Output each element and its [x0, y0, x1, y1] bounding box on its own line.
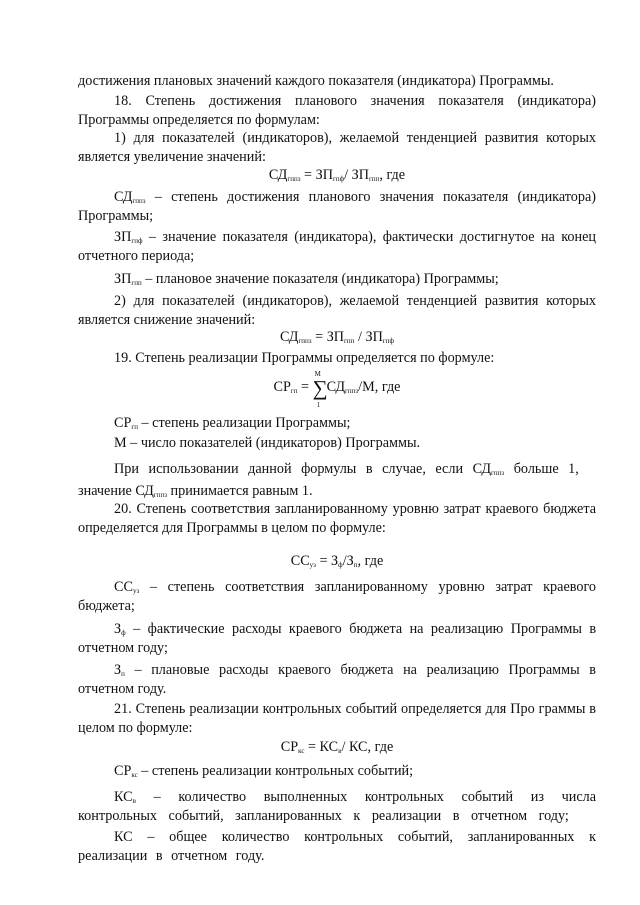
paragraph-21: 21. Степень реализации контрольных событий определяется для Про граммы в целом по формуле: — [78, 701, 596, 736]
definition-ss: $СС_{уз}$ – степень соответствия запланированному уровню затрат краевого бюджета; — [78, 579, 596, 614]
paragraph-19: 19. Степень реализации Программы определяется по формуле: — [114, 350, 495, 366]
paragraph-20: 20. Степень соответствия запланированному уровню затрат краевого бюджета определяется для Программы в целом по формуле: — [78, 501, 596, 536]
definition-zp-plan: $ЗП_{гпп}$ – плановое значение показателя (индикатора) Программы; — [114, 271, 499, 287]
formula-sd-decrease: $СД_{гппз} = ЗП_{гпп} / ЗП_{гпф}$ — [280, 329, 394, 345]
formula-srp: $СР_{гп}$ = М ∑ 1 $СД_{гппз}/М$, где — [273, 370, 401, 409]
paragraph-18-item-1: 1) для показателей (индикаторов), желаемой тенденцией развития которых является увеличение значений: — [78, 130, 596, 165]
definition-m: М – число показателей (индикаторов) Программы. — [114, 435, 421, 451]
formula-srks: $СР_{кс} = КС_в/$ КС, где — [280, 739, 394, 755]
definition-z-plan: $З_п$ – плановые расходы краевого бюджета на реализацию Программы в отчетном году. — [78, 662, 596, 697]
paragraph-18-item-2: 2) для показателей (индикаторов), желаемой тенденцией развития которых является снижение значений: — [78, 293, 596, 328]
definition-z-fact: $З_ф$ – фактические расходы краевого бюджета на реализацию Программы в отчетном году; — [78, 621, 597, 656]
paragraph-18: 18. Степень достижения планового значения показателя (индикатора) Программы определяется по формулам: — [78, 93, 596, 128]
definition-sd: $СД_{гппз}$ – степень достижения планового значения показателя (индикатора) Программы; — [78, 189, 597, 224]
formula-ss: $СС_{уз} = З_ф/З_п$, где — [290, 553, 384, 569]
definition-ks-done: $КС_в$ – количество выполненных контрольных событий из числа контрольных событий, запланированных к реализации в отчетном году; — [78, 789, 597, 824]
paragraph-usage: При использовании данной формулы в случае, если $СД_{гппз}$ больше 1, — [114, 461, 579, 477]
paragraph-usage-cont: значение $СД_{гппз}$ принимается равным 1. — [78, 483, 313, 499]
definition-srp: $СР_{гп}$ – степень реализации Программы; — [114, 415, 351, 431]
definition-srks: $СР_{кс}$ – степень реализации контрольных событий; — [114, 763, 414, 779]
definition-zp-fact: $ЗП_{гпф}$ – значение показателя (индикатора), фактически достигнутое на конец отчетного периода; — [78, 229, 596, 264]
formula-sd-increase: $СД_{гппз} = ЗП_{гпф}/$ $ЗП_{гпп}$, где — [268, 167, 406, 183]
paragraph-continuation: достижения плановых значений каждого показателя (индикатора) Программы. — [78, 73, 554, 89]
definition-ks-total: КС – общее количество контрольных событий, запланированных к реализации в отчетном году. — [78, 829, 596, 864]
sum-sign: М ∑ 1 — [312, 370, 328, 409]
